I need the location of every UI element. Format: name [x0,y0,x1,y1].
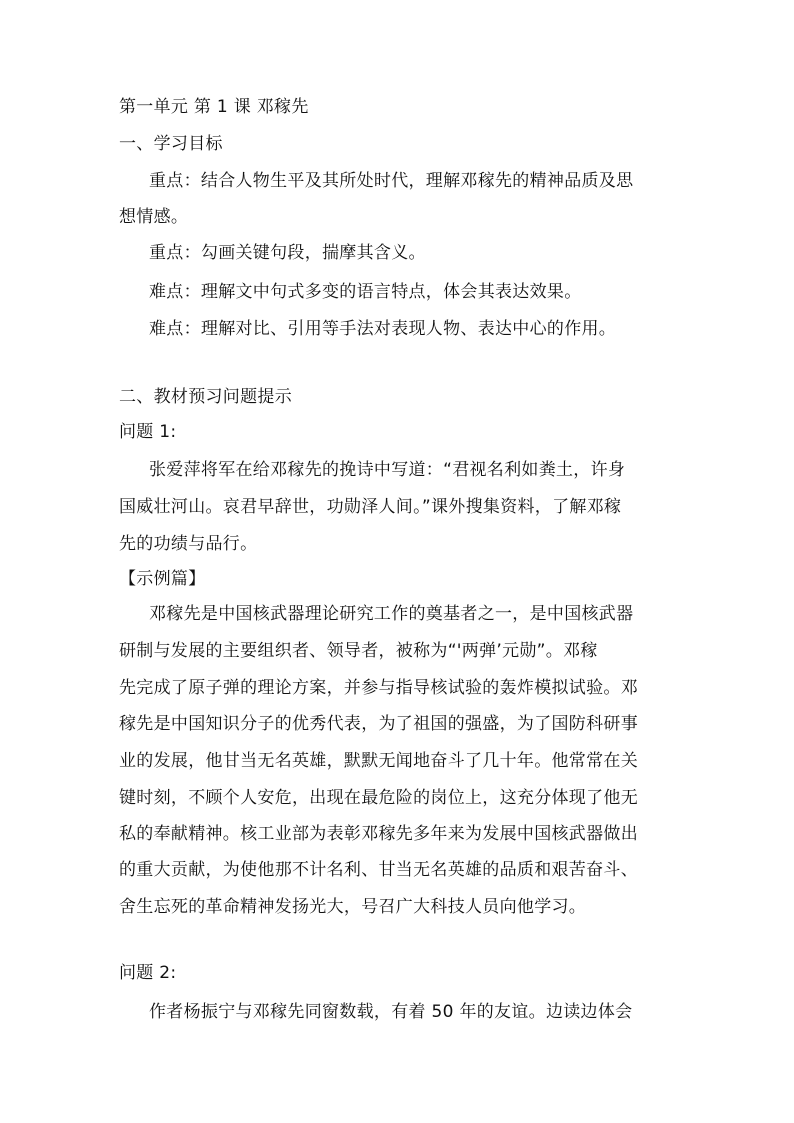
example-line-7: 私的奉献精神。核工业部为表彰邓稼先多年来为发展中国核武器做出 [119,824,638,844]
example-line-2: 研制与发展的主要组织者、领导者，被称为“'两弹’元勋”。邓稼 [119,641,598,661]
question-1-label: 问题 1: [119,422,177,442]
question-2-line-1: 作者杨振宁与邓稼先同窗数载，有着 50 年的友谊。边读边体会 [149,1002,633,1022]
example-line-1: 邓稼先是中国核武器理论研究工作的奠基者之一，是中国核武器 [149,604,634,624]
question-1-line-3: 先的功绩与品行。 [119,534,258,554]
objective-line-2: 想情感。 [119,207,189,227]
objective-line-1: 重点：结合人物生平及其所处时代，理解邓稼先的精神品质及思 [149,171,634,191]
example-line-4: 稼先是中国知识分子的优秀代表，为了祖国的强盛，为了国防科研事 [119,714,638,734]
section-heading-objectives: 一、学习目标 [119,134,223,154]
objective-line-3: 重点：勾画关键句段，揣摩其含义。 [149,243,426,263]
example-line-5: 业的发展，他甘当无名英雄，默默无闻地奋斗了几十年。他常常在关 [119,751,638,771]
question-1-line-2: 国威壮河山。哀君早辞世，功勋泽人间。”课外搜集资料，了解邓稼 [119,497,622,517]
objective-line-5: 难点：理解对比、引用等手法对表现人物、表达中心的作用。 [149,319,617,339]
example-label: 【示例篇】 [119,569,206,589]
example-line-9: 舍生忘死的革命精神发扬光大，号召广大科技人员向他学习。 [119,897,587,917]
section-heading-preview: 二、教材预习问题提示 [119,387,292,407]
question-1-line-1: 张爱萍将军在给邓稼先的挽诗中写道：“君视名利如粪土，许身 [149,460,626,480]
example-line-6: 键时刻，不顾个人安危，出现在最危险的岗位上，这充分体现了他无 [119,788,638,808]
lesson-title: 第一单元 第 1 课 邓稼先 [119,97,309,117]
example-line-3: 先完成了原子弹的理论方案，并参与指导核试验的轰炸模拟试验。邓 [119,678,638,698]
example-line-8: 的重大贡献，为使他那不计名利、甘当无名英雄的品质和艰苦奋斗、 [119,860,638,880]
objective-line-4: 难点：理解文中句式多变的语言特点，体会其表达效果。 [149,282,582,302]
question-2-label: 问题 2: [119,963,177,983]
